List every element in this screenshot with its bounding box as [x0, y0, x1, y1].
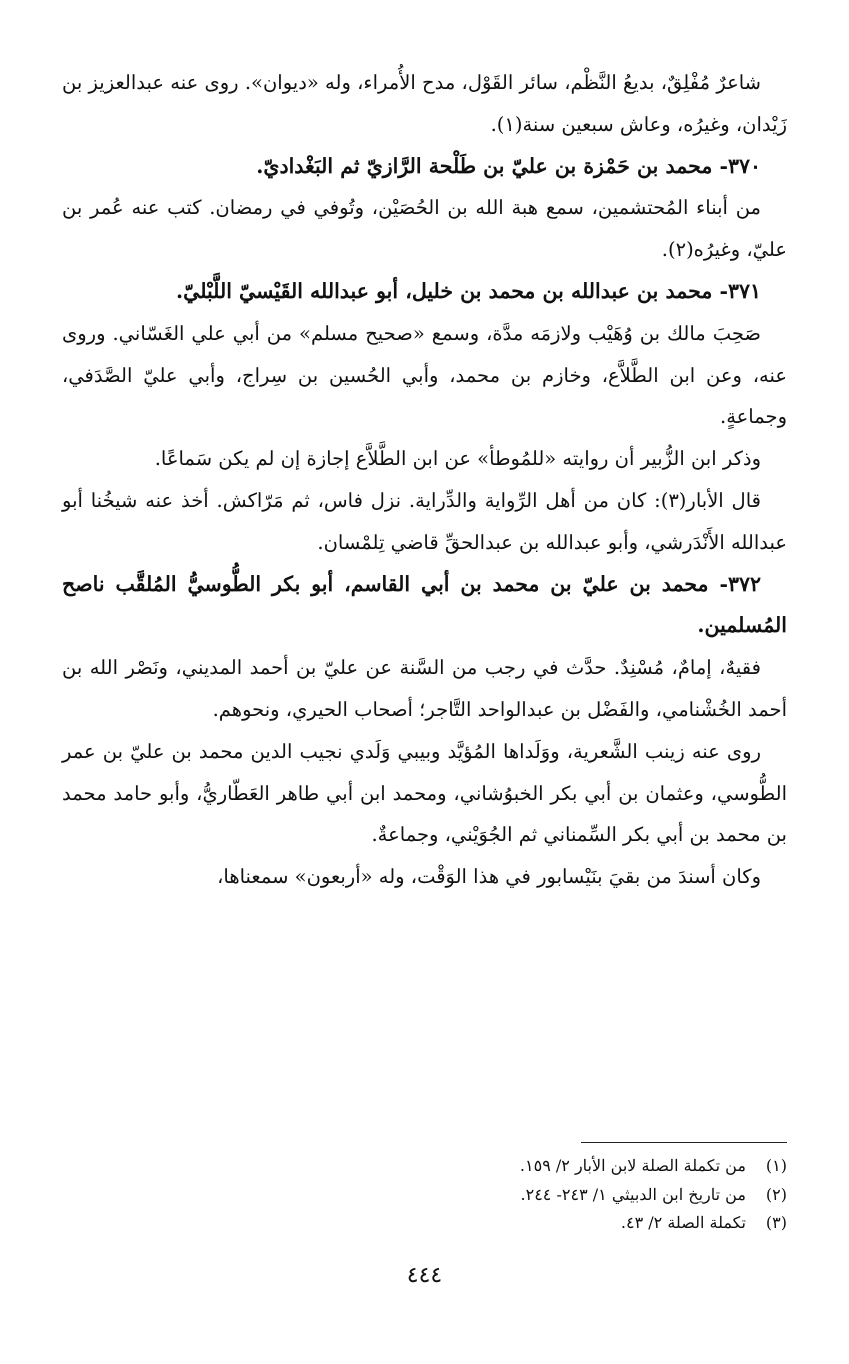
paragraph: وذكر ابن الزُّبير أن روايته «للمُوطأ» عن ابن الطَّلاَّع إجازة إن لم يكن سَماعًا.: [154, 447, 761, 471]
paragraph: روى عنه زينب الشَّعرية، ووَلَداها المُؤيَّد وبيبي وَلَدي نجيب الدين محمد بن عليّ بن عمر الطُّوسي، وعثمان بن أبي بكر الخبوُشاني، ومحمد ابن أبي طاهر العَطّاريُّ، وأبو حامد محمد بن محمد بن أبي بكر السِّمناني ثم الجُوَيْني، وجماعةٌ.: [62, 739, 787, 847]
footnote: [62, 1152, 787, 1181]
paragraph: من أبناء المُحتشمين، سمع هبة الله بن الحُصَيْن، وتُوفي في رمضان. كتب عنه عُمر بن عليّ، وغيرُه(٢).: [62, 196, 787, 262]
entry-heading-370: ٣٧٠- محمد بن حَمْزة بن عليّ بن طَلْحة الرَّازيّ ثم البَغْداديّ.: [256, 153, 761, 178]
page-number: ٤٤٤: [406, 1263, 443, 1288]
footnote-divider: [581, 1142, 787, 1143]
paragraph: قال الأبار(٣): كان من أهل الرِّواية والدِّراية. نزل فاس، ثم مَرّاكش. أخذ عنه شيخُنا أبو عبدالله الأَنْدَرشي، وأبو عبدالله بن عبدالحقِّ قاضي تِلمْسان.: [62, 488, 787, 554]
footnote-text: من تكملة الصلة لابن الأبار ٢/ ١٥٩.: [519, 1156, 746, 1175]
paragraph: فقيهٌ، إمامٌ، مُسْنِدٌ. حدَّث في رجب من السَّنة عن عليّ بن أحمد المديني، ونَصْر الله بن أحمد الخُشْنامي، والفَضْل بن عبدالواحد التَّاجر؛ أصحاب الحيري، ونحوهم.: [62, 656, 787, 721]
paragraph: وكان أسندَ من بقيَ بنَيْسابور في هذا الوَقْت، وله «أربعون» سمعناها،: [217, 865, 761, 889]
footnotes: [62, 1152, 787, 1238]
footnote-number: (٣): [765, 1213, 787, 1232]
footnote: [62, 1181, 787, 1210]
footnote-number: (١): [765, 1156, 787, 1175]
paragraph: شاعرٌ مُفْلِقٌ، بديعُ النَّظْم، سائر القَوْل، مدح الأُمراء، وله «ديوان». روى عنه عبدالعزيز بن زَيْدان، وغيرُه، وعاش سبعين سنة(١).: [62, 71, 787, 136]
footnote-text: تكملة الصلة ٢/ ٤٣.: [620, 1213, 746, 1232]
entry-heading-372: ٣٧٢- محمد بن عليّ بن محمد بن أبي القاسم، أبو بكر الطُّوسيُّ المُلقَّب ناصح المُسلمين.: [62, 571, 787, 638]
footnote-number: (٢): [765, 1184, 787, 1204]
footnote-text: من تاريخ ابن الدبيثي ١/ ٢٤٣- ٢٤٤.: [520, 1184, 746, 1204]
main-text: [62, 62, 787, 898]
entry-heading-371: ٣٧١- محمد بن عبدالله بن محمد بن خليل، أبو عبدالله القَيْسيّ اللَّبْليّ.: [175, 278, 761, 303]
paragraph: صَحِبَ مالك بن وُهَيْب ولازمَه مدَّة، وسمع «صحيح مسلم» من أبي علي الغَسّاني. وروى عنه، وعن ابن الطَّلاَّع، وخازم بن محمد، وأبي الحُسين بن سِراج، وأبي عليّ الصَّدَفي، وجماعةٍ.: [62, 321, 787, 429]
footnote: [62, 1209, 787, 1238]
